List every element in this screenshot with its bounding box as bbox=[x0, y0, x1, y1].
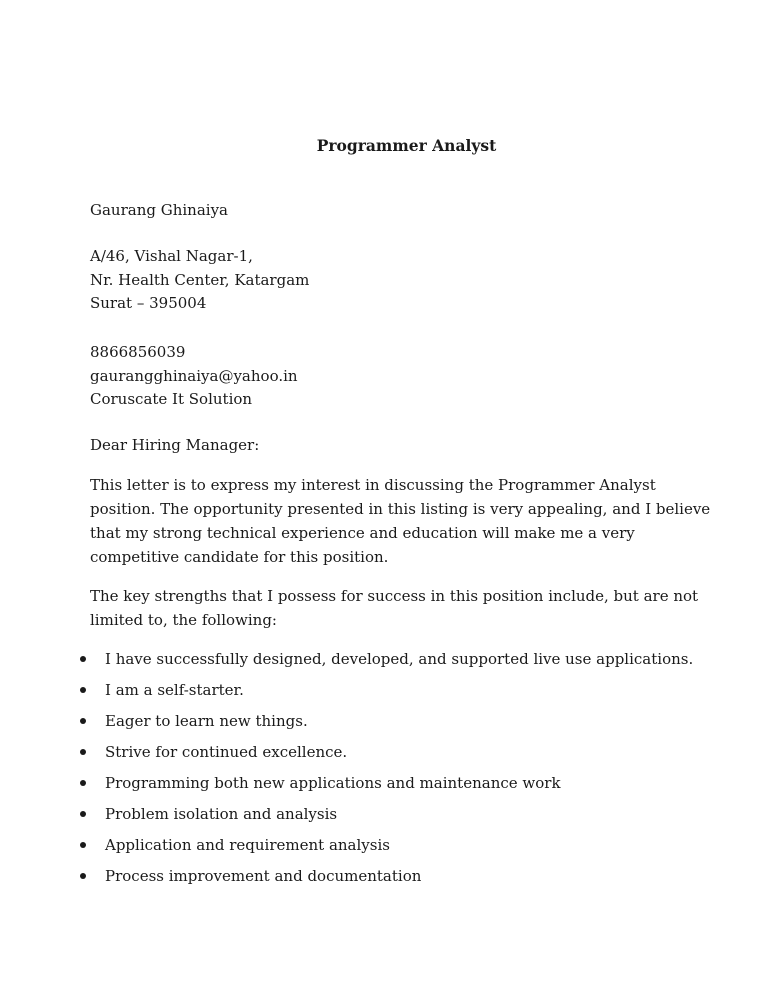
salutation-block bbox=[90, 434, 690, 458]
list-item bbox=[0, 865, 693, 896]
paragraph-line: that my strong technical experience and education will make me a very bbox=[90, 524, 635, 542]
document-title: Programmer Analyst bbox=[316, 136, 497, 155]
list-item bbox=[0, 710, 693, 741]
bullet-icon bbox=[80, 811, 86, 817]
sender-email: gaurangghinaiya@yahoo.in bbox=[90, 366, 298, 385]
sender-company: Coruscate It Solution bbox=[90, 390, 253, 408]
list-item bbox=[0, 648, 693, 679]
bullet-icon bbox=[80, 842, 86, 848]
paragraph-line: competitive candidate for this position. bbox=[90, 548, 389, 566]
paragraph-line: This letter is to express my interest in discussing the Programmer Analyst bbox=[90, 476, 656, 494]
address-line: A/46, Vishal Nagar-1, bbox=[90, 247, 253, 265]
list-item bbox=[0, 803, 693, 834]
sender-address bbox=[90, 245, 690, 316]
list-item-text: Problem isolation and analysis bbox=[105, 805, 338, 823]
list-item-text: Eager to learn new things. bbox=[105, 712, 308, 730]
address-line: Nr. Health Center, Katargam bbox=[90, 270, 310, 289]
paragraph-line: position. The opportunity presented in this listing is very appealing, and I believe bbox=[90, 500, 711, 518]
sender-name-block bbox=[90, 199, 690, 223]
address-line: Surat – 395004 bbox=[90, 294, 207, 312]
list-item-text: Process improvement and documentation bbox=[105, 867, 422, 885]
list-item-text: I have successfully designed, developed, and supported live use applications. bbox=[105, 650, 694, 668]
paragraph-line: The key strengths that I possess for success in this position include, but are not bbox=[90, 587, 699, 605]
sender-phone: 8866856039 bbox=[90, 343, 186, 361]
list-item bbox=[0, 679, 693, 710]
paragraph-strengths-intro bbox=[90, 584, 699, 632]
strengths-list bbox=[0, 648, 693, 896]
sender-contact bbox=[90, 341, 690, 412]
list-item-text: Programming both new applications and maintenance work bbox=[105, 774, 561, 792]
bullet-icon bbox=[80, 656, 86, 662]
paragraph-interest bbox=[90, 473, 711, 569]
bullet-icon bbox=[80, 749, 86, 755]
list-item-text: I am a self-starter. bbox=[105, 681, 244, 699]
list-item-text: Application and requirement analysis bbox=[105, 836, 390, 854]
list-item bbox=[0, 741, 693, 772]
list-item-text: Strive for continued excellence. bbox=[105, 743, 348, 761]
list-item bbox=[0, 834, 693, 865]
salutation: Dear Hiring Manager: bbox=[90, 436, 260, 454]
sender-name: Gaurang Ghinaiya bbox=[90, 201, 228, 219]
list-item bbox=[0, 772, 693, 803]
bullet-icon bbox=[80, 687, 86, 693]
bullet-icon bbox=[80, 873, 86, 879]
bullet-icon bbox=[80, 718, 86, 724]
bullet-icon bbox=[80, 780, 86, 786]
paragraph-line: limited to, the following: bbox=[90, 611, 277, 629]
